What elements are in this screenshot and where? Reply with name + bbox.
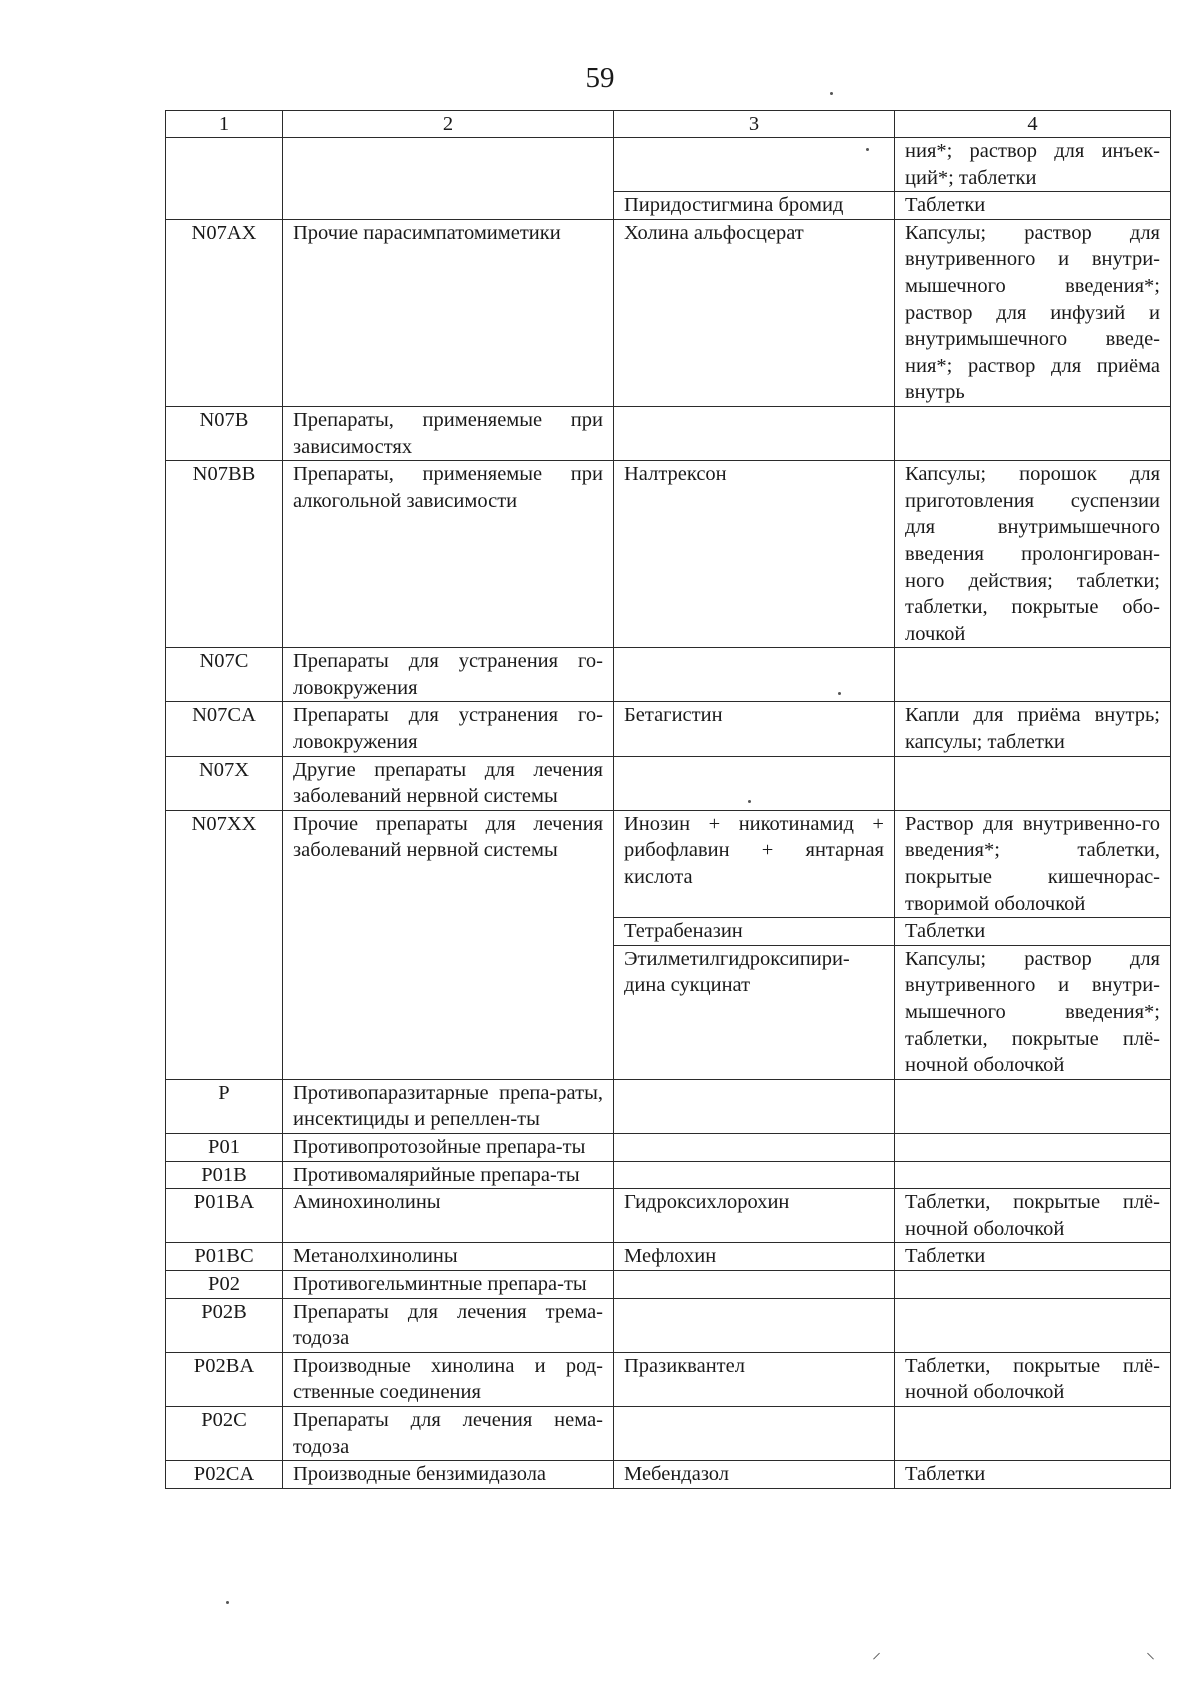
dosage-form-cell: Таблетки xyxy=(895,192,1171,220)
column-header-4: 4 xyxy=(895,111,1171,138)
scan-speck xyxy=(838,692,841,695)
column-header-1: 1 xyxy=(166,111,283,138)
atc-code-cell: P02CA xyxy=(166,1461,283,1489)
drug-name-cell: Холина альфосцерат xyxy=(614,219,895,406)
group-name-cell: Противопротозойные препара-ты xyxy=(283,1133,614,1161)
dosage-form-cell xyxy=(895,1298,1171,1352)
atc-code-cell: P02 xyxy=(166,1270,283,1298)
scan-speck xyxy=(226,1601,229,1604)
drug-name-cell: Мефлохин xyxy=(614,1243,895,1271)
table-row xyxy=(166,1270,1171,1298)
drug-name-cell xyxy=(614,1161,895,1189)
drug-name-cell: Пиридостигмина бромид xyxy=(614,192,895,220)
group-name-cell: Противомалярийные препара-ты xyxy=(283,1161,614,1189)
atc-code-cell: P02B xyxy=(166,1298,283,1352)
dosage-form-cell: Таблетки xyxy=(895,1243,1171,1271)
scan-speck xyxy=(866,148,869,151)
drug-name-cell: Гидроксихлорохин xyxy=(614,1189,895,1243)
drug-name-cell xyxy=(614,1270,895,1298)
dosage-form-cell: ния*; раствор для инъек-ций*; таблетки xyxy=(895,138,1171,192)
dosage-form-cell: Таблетки, покрытые плё-ночной оболочкой xyxy=(895,1352,1171,1406)
atc-code-cell: N07AX xyxy=(166,219,283,406)
group-name-cell: Препараты для устранения го-ловокружения xyxy=(283,648,614,702)
table-row xyxy=(166,648,1171,702)
drug-name-cell xyxy=(614,1298,895,1352)
drug-name-cell xyxy=(614,138,895,192)
group-name-cell: Другие препараты для лечения заболеваний нервной системы xyxy=(283,756,614,810)
drug-name-cell xyxy=(614,1133,895,1161)
table-header-row xyxy=(166,111,1171,138)
group-name-cell: Препараты, применяемые при зависимостях xyxy=(283,406,614,460)
table-body xyxy=(166,138,1171,1489)
dosage-form-cell xyxy=(895,648,1171,702)
atc-code-cell xyxy=(166,138,283,220)
table-row xyxy=(166,702,1171,756)
dosage-form-cell xyxy=(895,756,1171,810)
dosage-form-cell: Капсулы; порошок для приготовления суспензии для внутримышечного введения пролонгирован-ного действия; таблетки; таблетки, покрытые обо-лочкой xyxy=(895,461,1171,648)
atc-code-cell: P02BA xyxy=(166,1352,283,1406)
table-row xyxy=(166,1406,1171,1460)
group-name-cell: Препараты, применяемые при алкогольной зависимости xyxy=(283,461,614,648)
group-name-cell: Производные бензимидазола xyxy=(283,1461,614,1489)
drug-name-cell xyxy=(614,1406,895,1460)
scan-speck xyxy=(748,800,751,803)
atc-code-cell: N07C xyxy=(166,648,283,702)
scan-speck: ⸝ xyxy=(872,1642,881,1663)
dosage-form-cell: Раствор для внутривенно-го введения*; таблетки, покрытые кишечнорас-творимой оболочкой xyxy=(895,810,1171,917)
table-row xyxy=(166,138,1171,192)
drug-name-cell: Тетрабеназин xyxy=(614,918,895,946)
table-row xyxy=(166,1461,1171,1489)
atc-code-cell: N07XX xyxy=(166,810,283,1079)
group-name-cell: Прочие парасимпатомиметики xyxy=(283,219,614,406)
dosage-form-cell xyxy=(895,1079,1171,1133)
atc-code-cell: P01BA xyxy=(166,1189,283,1243)
atc-code-cell: N07CA xyxy=(166,702,283,756)
dosage-form-cell: Капли для приёма внутрь; капсулы; таблетки xyxy=(895,702,1171,756)
atc-code-cell: P01BC xyxy=(166,1243,283,1271)
column-header-3: 3 xyxy=(614,111,895,138)
group-name-cell xyxy=(283,138,614,220)
dosage-form-cell xyxy=(895,406,1171,460)
table-row xyxy=(166,1243,1171,1271)
table-row xyxy=(166,1133,1171,1161)
dosage-form-cell: Таблетки xyxy=(895,1461,1171,1489)
dosage-form-cell: Таблетки, покрытые плё-ночной оболочкой xyxy=(895,1189,1171,1243)
table-row xyxy=(166,219,1171,406)
table-row xyxy=(166,1189,1171,1243)
dosage-form-cell: Капсулы; раствор для внутривенного и внутри-мышечного введения*; таблетки, покрытые плё-ночной оболочкой xyxy=(895,945,1171,1079)
drug-name-cell xyxy=(614,756,895,810)
atc-code-cell: P xyxy=(166,1079,283,1133)
drug-name-cell xyxy=(614,406,895,460)
group-name-cell: Противопаразитарные препа-раты, инсектициды и репеллен-ты xyxy=(283,1079,614,1133)
dosage-form-cell xyxy=(895,1161,1171,1189)
table-row xyxy=(166,406,1171,460)
group-name-cell: Противогельминтные препара-ты xyxy=(283,1270,614,1298)
group-name-cell: Препараты для устранения го-ловокружения xyxy=(283,702,614,756)
drug-name-cell xyxy=(614,1079,895,1133)
table-row xyxy=(166,756,1171,810)
drug-name-cell: Мебендазол xyxy=(614,1461,895,1489)
group-name-cell: Препараты для лечения нема-тодоза xyxy=(283,1406,614,1460)
drug-name-cell: Этилметилгидроксипири-дина сукцинат xyxy=(614,945,895,1079)
atc-code-cell: P02C xyxy=(166,1406,283,1460)
dosage-form-cell: Капсулы; раствор для внутривенного и внутри-мышечного введения*; раствор для инфузий и внутримышечного введе-ния*; раствор для приёма внутрь xyxy=(895,219,1171,406)
table-row xyxy=(166,1298,1171,1352)
drug-name-cell: Налтрексон xyxy=(614,461,895,648)
group-name-cell: Метанолхинолины xyxy=(283,1243,614,1271)
atc-code-cell: N07X xyxy=(166,756,283,810)
atc-code-cell: P01 xyxy=(166,1133,283,1161)
dosage-form-cell: Таблетки xyxy=(895,918,1171,946)
table-row xyxy=(166,1079,1171,1133)
group-name-cell: Производные хинолина и род-ственные соединения xyxy=(283,1352,614,1406)
drug-name-cell: Инозин + никотинамид + рибофлавин + янтарная кислота xyxy=(614,810,895,917)
drug-name-cell: Празиквантел xyxy=(614,1352,895,1406)
atc-code-cell: N07BB xyxy=(166,461,283,648)
atc-code-cell: P01B xyxy=(166,1161,283,1189)
drug-name-cell xyxy=(614,648,895,702)
table-row xyxy=(166,1352,1171,1406)
column-header-2: 2 xyxy=(283,111,614,138)
page-number: 59 xyxy=(585,62,615,94)
dosage-form-cell xyxy=(895,1406,1171,1460)
scan-speck xyxy=(830,92,833,95)
dosage-form-cell xyxy=(895,1270,1171,1298)
group-name-cell: Прочие препараты для лечения заболеваний нервной системы xyxy=(283,810,614,1079)
atc-code-cell: N07B xyxy=(166,406,283,460)
group-name-cell: Аминохинолины xyxy=(283,1189,614,1243)
scan-speck: ⸜ xyxy=(1146,1642,1155,1663)
table-row xyxy=(166,1161,1171,1189)
group-name-cell: Препараты для лечения трема-тодоза xyxy=(283,1298,614,1352)
drug-registry-table xyxy=(165,110,1171,1489)
dosage-form-cell xyxy=(895,1133,1171,1161)
drug-name-cell: Бетагистин xyxy=(614,702,895,756)
table-row xyxy=(166,461,1171,648)
table-row xyxy=(166,810,1171,917)
